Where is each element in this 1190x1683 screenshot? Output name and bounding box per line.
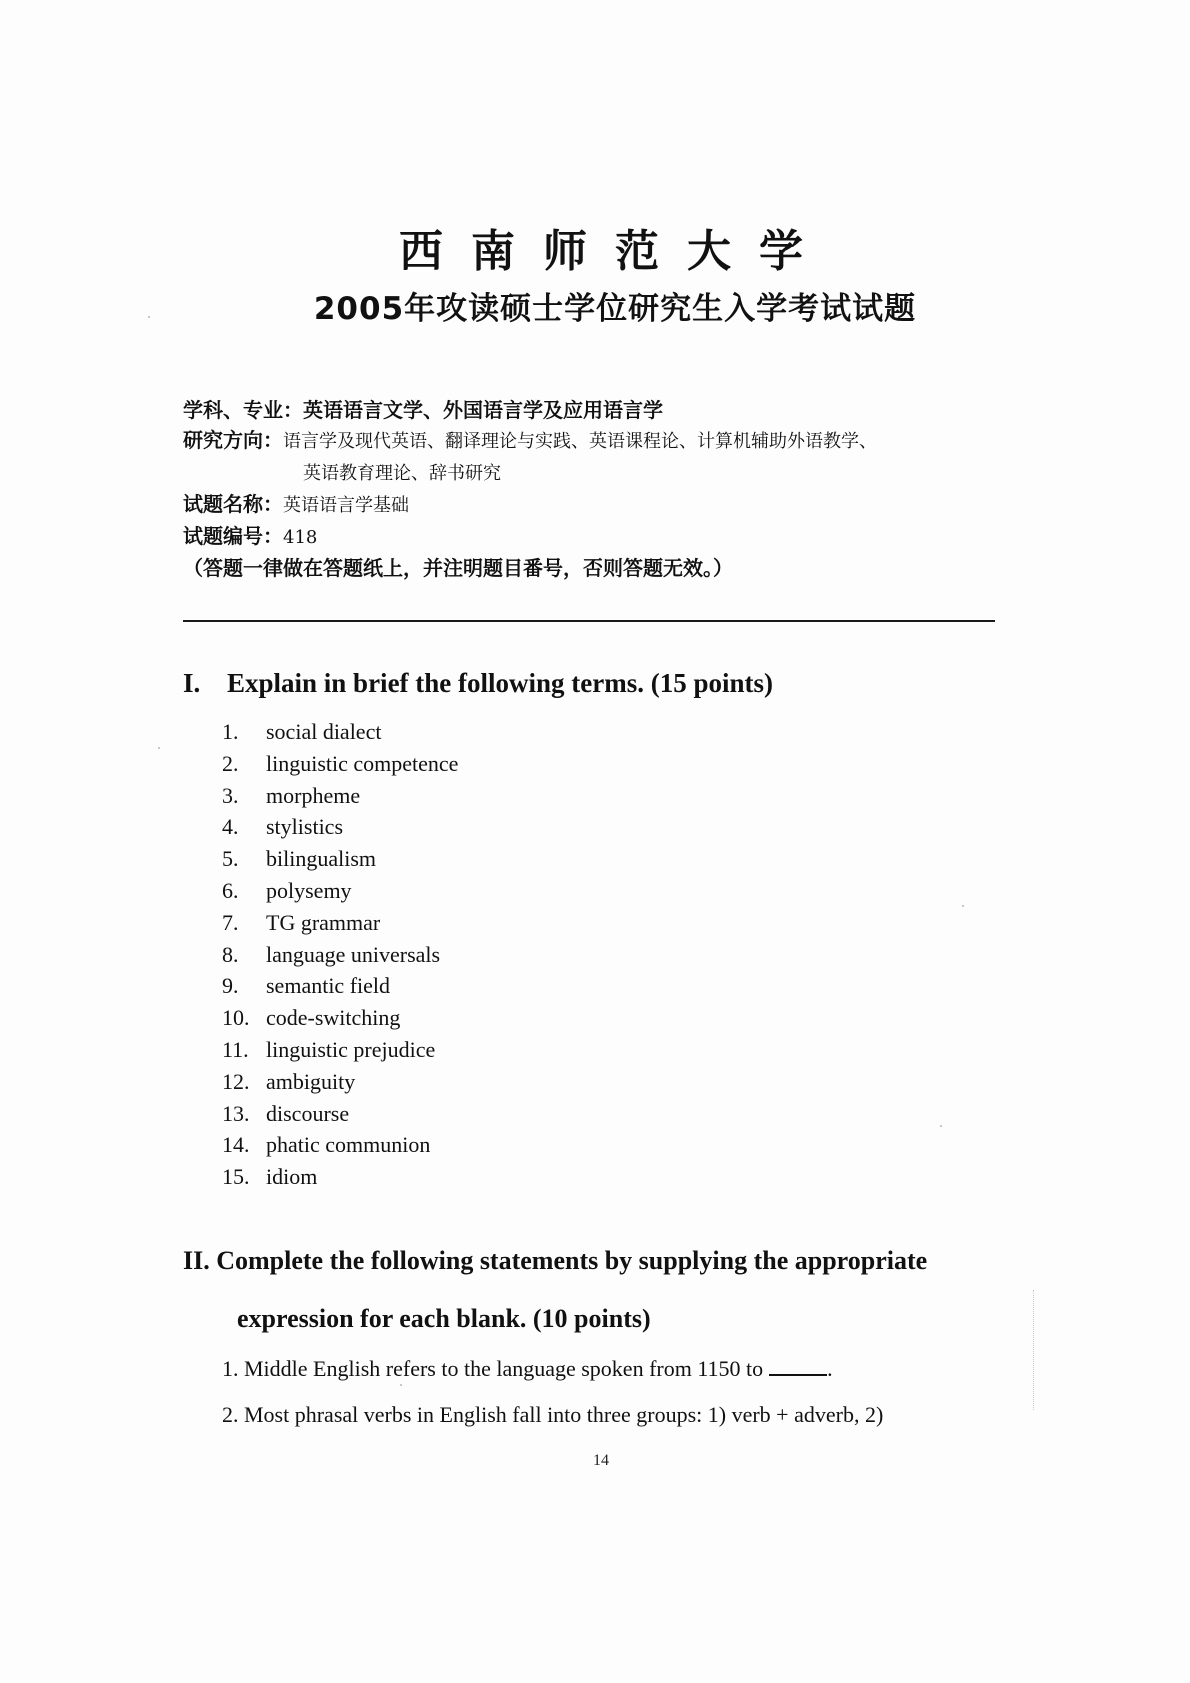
subject-row [183,395,1003,425]
exam-name-label: 试题名称： [183,492,283,516]
term-text: phatic communion [266,1132,431,1158]
term-item [222,970,458,1002]
scan-speck [962,905,964,907]
section-1-heading [183,668,773,699]
statement-item [222,1392,1012,1438]
statement-suffix: . [827,1356,833,1381]
term-number: 8. [222,941,239,967]
exam-code-label: 试题编号： [183,524,283,548]
term-number: 6. [222,877,239,903]
subject-value: 英语语言文学、外国语言学及应用语言学 [303,398,663,422]
term-item [222,716,458,748]
term-number: 7. [222,909,239,935]
university-name: 西南师范大学 [399,226,831,277]
statement-item [222,1346,1012,1392]
term-item [222,907,458,939]
statement-text: 2. Most phrasal verbs in English fall into three groups: 1) verb + adverb, 2) [222,1402,884,1427]
answer-instruction: （答题一律做在答题纸上，并注明题目番号，否则答题无效。） [183,556,733,580]
term-text: linguistic competence [266,750,459,776]
term-number: 9. [222,973,239,999]
term-item [222,843,458,875]
direction-row [183,425,1003,457]
term-item [222,1034,458,1066]
term-number: 3. [222,782,239,808]
scan-artifact [1033,1290,1035,1410]
section-2-heading [183,1232,1003,1348]
term-number: 2. [222,750,239,776]
term-item [222,748,458,780]
term-text: linguistic prejudice [266,1036,436,1062]
term-number: 14. [222,1132,250,1158]
exam-name-value: 英语语言学基础 [283,495,409,516]
direction-value-continued: 英语教育理论、辞书研究 [303,463,501,484]
term-item [222,1129,458,1161]
exam-info [183,395,1003,583]
scan-speck [940,1125,942,1127]
section-1-number: I. [183,668,201,698]
exam-title: 2005年攻读硕士学位研究生入学考试试题 [313,291,917,327]
term-text: stylistics [266,814,344,840]
term-item [222,875,458,907]
term-item [222,1161,458,1193]
section-2-title-line1: II. Complete the following statements by supplying the appropriate [183,1246,928,1275]
term-item [222,1098,458,1130]
direction-value: 语言学及现代英语、翻译理论与实践、英语课程论、计算机辅助外语教学、 [283,431,877,452]
statements-list [222,1346,1012,1438]
direction-label: 研究方向： [183,428,283,452]
term-number: 11. [222,1036,249,1062]
term-number: 1. [222,719,239,744]
terms-list [222,716,458,1193]
term-text: morpheme [266,782,361,808]
exam-code-row [183,521,1003,553]
section-1-title: Explain in brief the following terms. (15 points) [227,668,774,698]
statement-text: 1. Middle English refers to the language spoken from 1150 to [222,1356,764,1381]
term-text: bilingualism [266,846,376,872]
term-number: 12. [222,1068,250,1094]
term-item [222,1002,458,1034]
term-text: ambiguity [266,1068,356,1094]
scan-speck [158,747,160,749]
subject-label: 学科、专业： [183,398,303,422]
term-text: social dialect [266,719,382,744]
term-number: 10. [222,1005,250,1031]
term-item [222,780,458,812]
term-text: language universals [266,941,441,967]
term-item [222,811,458,843]
term-text: semantic field [266,973,391,999]
term-text: idiom [266,1164,318,1190]
term-number: 13. [222,1100,250,1126]
term-number: 4. [222,814,239,840]
term-item [222,1066,458,1098]
page-number: 14 [593,1452,609,1469]
exam-name-row [183,489,1003,521]
term-number: 5. [222,846,239,872]
divider-line [183,620,995,622]
exam-code-value: 418 [283,527,318,548]
direction-row-continued [183,457,1003,489]
answer-blank [769,1356,827,1376]
term-number: 15. [222,1164,250,1190]
term-text: polysemy [266,877,352,903]
term-text: code-switching [266,1005,401,1031]
term-text: TG grammar [266,909,381,935]
section-2-title-line2: expression for each blank. (10 points) [237,1304,651,1333]
term-text: discourse [266,1100,350,1126]
term-item [222,939,458,971]
